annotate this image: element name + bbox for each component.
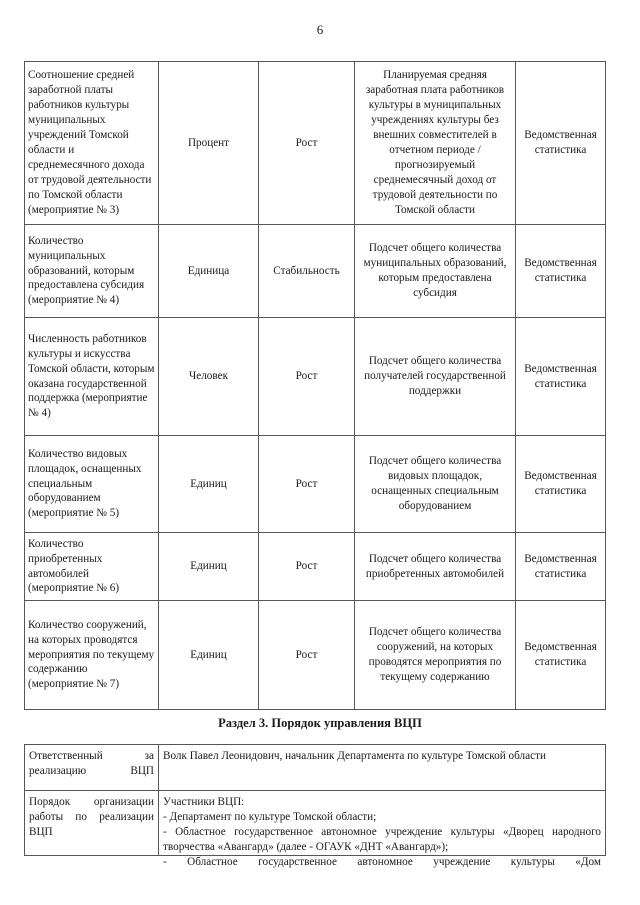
indicator-method: Подсчет общего количества сооружений, на которых проводятся мероприятия по текущему содержанию bbox=[355, 601, 516, 710]
indicator-row bbox=[25, 62, 606, 225]
indicator-row bbox=[25, 318, 606, 436]
indicator-row bbox=[25, 533, 606, 601]
indicator-trend: Рост bbox=[259, 436, 355, 533]
order-line: - Областное государственное автономное учреждение культуры «Дом bbox=[163, 855, 601, 868]
indicator-source: Ведомственная статистика bbox=[516, 533, 606, 601]
indicator-source: Ведомственная статистика bbox=[516, 436, 606, 533]
order-row bbox=[25, 791, 606, 856]
indicator-method: Планируемая средняя заработная плата работников культуры в муниципальных учреждениях культуры без внешних совместителей в отчетном периоде / прогнозируемый среднемесячный доход от трудовой деятельности по Томской области bbox=[355, 62, 516, 225]
indicator-source: Ведомственная статистика bbox=[516, 62, 606, 225]
indicator-unit: Единиц bbox=[159, 533, 259, 601]
indicator-name: Количество приобретенных автомобилей (мероприятие № 6) bbox=[25, 533, 159, 601]
order-line: - Областное государственное автономное учреждение культуры «Дворец народного творчества «Авангард» (далее - ОГАУК «ДНТ «Авангард»); bbox=[163, 825, 601, 853]
responsible-value: Волк Павел Леонидович, начальник Департамента по культуре Томской области bbox=[159, 745, 606, 791]
indicator-name: Количество муниципальных образований, которым предоставлена субсидия (мероприятие № 4) bbox=[25, 225, 159, 318]
responsible-row bbox=[25, 745, 606, 791]
page-number: 6 bbox=[316, 22, 324, 37]
order-content bbox=[163, 795, 601, 868]
indicator-trend: Рост bbox=[259, 62, 355, 225]
indicator-method: Подсчет общего количества получателей государственной поддержки bbox=[355, 318, 516, 436]
indicator-unit: Единица bbox=[159, 225, 259, 318]
indicator-row bbox=[25, 601, 606, 710]
indicators-table bbox=[24, 61, 606, 710]
order-value bbox=[159, 791, 606, 868]
indicator-trend: Рост bbox=[259, 601, 355, 710]
order-line: Участники ВЦП: bbox=[163, 796, 245, 808]
indicator-name: Численность работников культуры и искусства Томской области, которым оказана государственной поддержка (мероприятие № 4) bbox=[25, 318, 159, 436]
indicator-trend: Стабильность bbox=[259, 225, 355, 318]
indicator-trend: Рост bbox=[259, 318, 355, 436]
indicator-method: Подсчет общего количества приобретенных автомобилей bbox=[355, 533, 516, 601]
management-table bbox=[24, 744, 606, 868]
indicator-unit: Процент bbox=[159, 62, 259, 225]
indicator-unit: Человек bbox=[159, 318, 259, 436]
indicator-row bbox=[25, 225, 606, 318]
section-3-title: Раздел 3. Порядок управления ВЦП bbox=[218, 716, 422, 730]
indicator-row bbox=[25, 436, 606, 533]
order-label: Порядок организации работы по реализации ВЦП bbox=[25, 791, 159, 856]
responsible-label: Ответственный за реализацию ВЦП bbox=[25, 745, 159, 791]
indicator-source: Ведомственная статистика bbox=[516, 318, 606, 436]
indicator-unit: Единиц bbox=[159, 436, 259, 533]
indicator-source: Ведомственная статистика bbox=[516, 601, 606, 710]
indicator-trend: Рост bbox=[259, 533, 355, 601]
indicator-name: Количество видовых площадок, оснащенных специальным оборудованием (мероприятие № 5) bbox=[25, 436, 159, 533]
indicator-name: Соотношение средней заработной платы работников культуры муниципальных учреждений Томской области и среднемесячного дохода от трудовой деятельности по Томской области (мероприятие № 3) bbox=[25, 62, 159, 225]
indicator-method: Подсчет общего количества муниципальных образований, которым предоставлена субсидия bbox=[355, 225, 516, 318]
indicator-name: Количество сооружений, на которых проводятся мероприятия по текущему содержанию (мероприятие № 7) bbox=[25, 601, 159, 710]
indicator-unit: Единиц bbox=[159, 601, 259, 710]
indicator-method: Подсчет общего количества видовых площадок, оснащенных специальным оборудованием bbox=[355, 436, 516, 533]
indicator-source: Ведомственная статистика bbox=[516, 225, 606, 318]
order-line: - Департамент по культуре Томской области; bbox=[163, 810, 377, 823]
